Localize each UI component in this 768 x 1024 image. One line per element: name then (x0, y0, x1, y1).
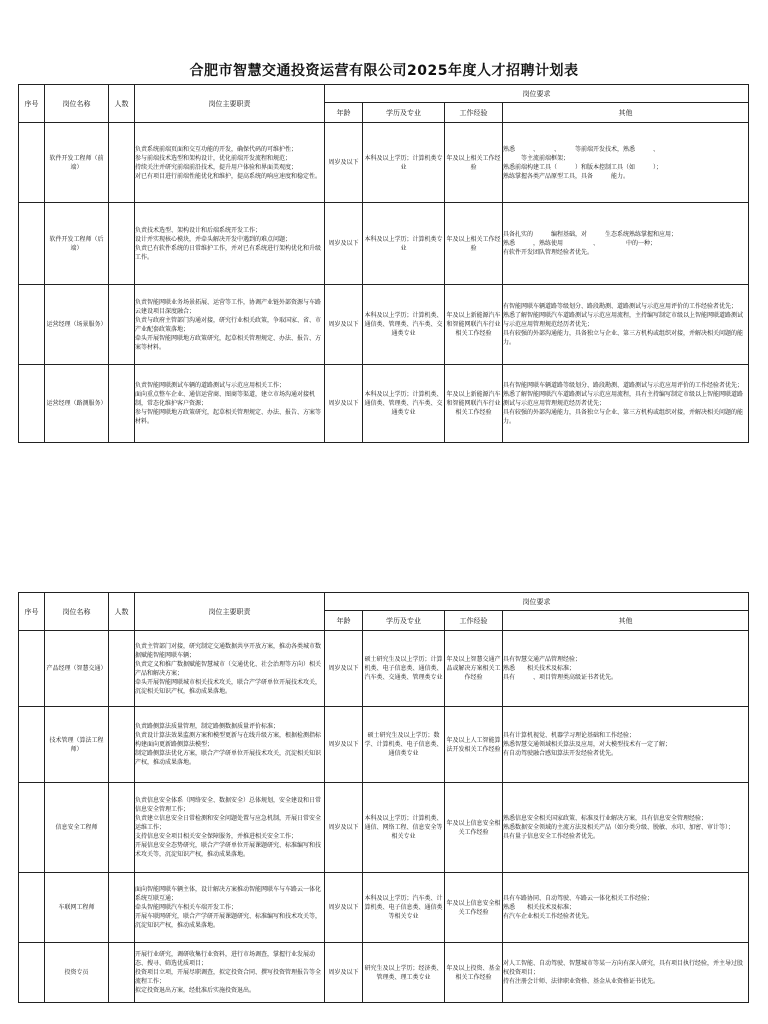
requirement-line: 熟悉了解智能网联汽车道路测试与示范应用流程，主持编写制定市级以上智能网联道路测试与示范应用管理规范经历者优先； (503, 312, 744, 328)
duty-line: 负责技术选型、架构设计和后端系统开发工作； (135, 226, 262, 234)
cell-experience: 年及以上信息安全相关工作经验 (445, 783, 503, 873)
requirement-line: 具有较强的外部沟通能力，具备独立与企业、第三方机构或组织对接，并解决相关问题的能力。 (503, 330, 744, 346)
duty-line: 开展车联网研究，联合产学研开展课题研究、标准编写和技术攻关等，沉淀知识产权，推动成果落地。 (135, 913, 322, 929)
requirement-line: 熟悉 相关技术及标准； (503, 665, 576, 672)
duty-line: 设计并实现核心模块，并牵头解决开发中遇到的难点问题； (135, 235, 292, 243)
cell-experience: 年及以上投资、基金相关工作经验 (445, 943, 503, 1003)
cell-other (503, 631, 749, 707)
requirement-line: 熟悉 ，熟练使用 、 中的一种； (503, 240, 657, 247)
header-experience: 工作经验 (445, 611, 503, 631)
cell-seq (19, 943, 45, 1003)
cell-seq (19, 123, 45, 203)
recruitment-table-2 (18, 592, 749, 1003)
cell-education: 本科及以上学历；计算机类、通信类、管理类、汽车类、交通类专业 (363, 365, 445, 443)
cell-age: 周岁及以下 (325, 707, 363, 783)
requirement-line: 持有注册会计师、法律职业资格、基金从业资格证书优先。 (503, 978, 660, 985)
duty-line: 牵头智能网联汽车相关车端开发工作； (135, 904, 238, 911)
duty-line: 面向重点整车企业、通信运营商、图商等渠道，建立市场沟通对接机制，常态化维护客户资源； (135, 391, 316, 407)
cell-age: 周岁及以下 (325, 783, 363, 873)
cell-count (109, 123, 135, 203)
requirement-line: 有智能网联车辆道路等级划分、路段勘测、道路测试与示范应用评价的工作经验者优先； (503, 303, 738, 310)
cell-education: 硕士研究生及以上学历；数学、计算机类、电子信息类、通信类专业 (363, 707, 445, 783)
duty-line: 负责主管部门对接，研究制定交通数据共享开放方案，推动各类城市数据赋能智能网联车辆； (135, 642, 322, 659)
header-education: 学历及专业 (363, 103, 445, 123)
cell-other (503, 943, 749, 1003)
duty-line: 对已有项目进行前端性能优化和维护，提高系统的响应速度和稳定性。 (135, 172, 322, 180)
cell-other (503, 285, 749, 365)
table-row (19, 631, 749, 707)
cell-count (109, 943, 135, 1003)
requirement-line: 具有 、项目管理类高级证书者优先。 (503, 674, 618, 681)
duty-line: 负责设计算法效果监测方案和模型更新与在线升级方案，根据检测指标构建面向更新路侧算法模型； (135, 732, 322, 748)
duty-line: 负责定义和推广数据赋能智慧城市（交通优化、社会治理等方向）相关产品和解决方案； (135, 660, 322, 677)
cell-other (503, 707, 749, 783)
header-requirements: 岗位要求 (325, 593, 749, 611)
duty-line: 持续关注并研究前端前沿技术，提升用户体验和界面美观度； (135, 163, 298, 171)
requirement-line: 熟悉智慧交通领域相关算法及应用，对大模型技术有一定了解； (503, 741, 672, 748)
duty-line: 负责与政府主管部门沟通对接，研究行业相关政策，争取国家、省、市产业配套政策落地； (135, 316, 322, 333)
cell-age: 周岁及以下 (325, 123, 363, 203)
cell-other (503, 123, 749, 203)
duty-line: 负责已有软件系统的日常维护工作，并对已有系统进行架构优化和升级工作。 (135, 244, 322, 261)
duty-line: 面向智能网联车辆主体，设计解决方案推动智能网联车与车路云一体化系统互联互通； (135, 886, 322, 902)
header-age: 年龄 (325, 103, 363, 123)
cell-position: 软件开发工程师（后端） (45, 203, 109, 285)
cell-experience: 年及以上相关工作经验 (445, 203, 503, 285)
cell-seq (19, 783, 45, 873)
requirement-line: 熟悉了解智能网联汽车道路测试与示范应用流程，具有主持编写制定市级以上智能网联道路测试与示范应用管理规范经历者优先； (503, 391, 744, 407)
requirement-line: 熟悉数据安全领域的主流方法及相关产品（如分类分级、脱敏、水印、加密、审计等）； (503, 824, 735, 831)
cell-experience: 年及以上信息安全相关工作经验 (445, 873, 503, 943)
header-duties: 岗位主要职责 (135, 85, 325, 123)
requirement-line: 具有量子信息安全工作经验者优先。 (503, 833, 600, 840)
duty-line: 牵头开展智能网联城市相关技术攻关，联合产学研单位开展技术攻关，沉淀相关知识产权，推动成果落地。 (135, 678, 322, 695)
cell-seq (19, 203, 45, 285)
cell-age: 周岁及以下 (325, 943, 363, 1003)
cell-experience: 年及以上相关工作经验 (445, 123, 503, 203)
cell-age: 周岁及以下 (325, 631, 363, 707)
cell-duties (135, 203, 325, 285)
requirement-line: 具有较强的外部沟通能力，具备独立与企业、第三方机构或组织对接，并解决相关问题的能力。 (503, 409, 744, 425)
duty-line: 支持信息安全项目相关安全保障服务，并推进相关安全工作； (135, 833, 298, 840)
cell-duties (135, 365, 325, 443)
cell-education: 本科及以上学历；计算机类专业 (363, 203, 445, 285)
cell-age: 周岁及以下 (325, 365, 363, 443)
requirement-line: 熟悉 相关技术及标准； (503, 904, 576, 911)
cell-duties (135, 943, 325, 1003)
table-row (19, 783, 749, 873)
cell-position: 产品经理（智慧交通） (45, 631, 109, 707)
cell-education: 本科及以上学历；计算机类专业 (363, 123, 445, 203)
cell-age: 周岁及以下 (325, 285, 363, 365)
header-position: 岗位名称 (45, 85, 109, 123)
cell-position: 软件开发工程师（前端） (45, 123, 109, 203)
cell-experience: 年及以上新能源汽车和智能网联汽车行业相关工作经验 (445, 285, 503, 365)
duty-line: 开展行业研究，调研收集行业资料，进行市场调查，掌握行业发展动态、搜寻、筛选优质项目； (135, 951, 316, 967)
duty-line: 投资项目立项，开展尽职调查，拟定投资合同、撰写投资管理报告等全流程工作； (135, 969, 322, 985)
cell-education: 本科及以上学历；汽车类、计算机类、电子信息类、通信类等相关专业 (363, 873, 445, 943)
cell-seq (19, 365, 45, 443)
duty-line: 参与智能网联地方政策研究，起草相关管理规定、办法、报告、方案等材料。 (135, 409, 322, 425)
header-other: 其他 (503, 103, 749, 123)
duty-line: 牵头开展智能网联地方政策研究，起草相关管理规定、办法、报告、方案等材料。 (135, 334, 322, 351)
cell-education: 本科及以上学历；计算机类、通信类、管理类、汽车类、交通类专业 (363, 285, 445, 365)
cell-position: 技术管理（算法工程师） (45, 707, 109, 783)
table-row (19, 943, 749, 1003)
header-position: 岗位名称 (45, 593, 109, 631)
requirement-line: 有软件开发团队管理经验者优先。 (503, 249, 594, 256)
cell-count (109, 707, 135, 783)
cell-other (503, 365, 749, 443)
cell-seq (19, 873, 45, 943)
duty-line: 开展信息安全态势研究，联合产学研单位开展课题研究、标准编写和技术攻关等，沉淀知识产权，推动成果落地。 (135, 842, 322, 858)
table-row (19, 285, 749, 365)
header-seq: 序号 (19, 593, 45, 631)
cell-position: 信息安全工程师 (45, 783, 109, 873)
header-requirements: 岗位要求 (325, 85, 749, 103)
cell-count (109, 203, 135, 285)
header-experience: 工作经验 (445, 103, 503, 123)
cell-seq (19, 707, 45, 783)
requirement-line: 熟练掌握各类产品原型工具，具备 能力。 (503, 172, 630, 180)
requirement-line: 熟悉前端构建工具（ ）和版本控制工具（如 ）； (503, 163, 663, 171)
duty-line: 制定路侧算法优化方案，联合产学研单位开展技术攻关，沉淀相关知识产权，推动成果落地。 (135, 750, 322, 766)
requirement-line: 具有智慧交通产品管理经验； (503, 656, 582, 663)
requirement-line: 对人工智能、自动驾驶、智慧城市等某一方向有深入研究，具有项目执行经验，并主导过股权投资项目； (503, 960, 744, 976)
duty-line: 负责智能网联测试车辆的道路测试与示范应用相关工作； (135, 382, 286, 389)
cell-count (109, 631, 135, 707)
requirement-line: 熟悉信息安全相关国家政策、标准及行业解决方案，具有信息安全管理经验； (503, 815, 708, 822)
cell-other (503, 783, 749, 873)
cell-duties (135, 783, 325, 873)
requirement-line: 等主流前端框架； (503, 154, 570, 162)
header-seq: 序号 (19, 85, 45, 123)
cell-duties (135, 707, 325, 783)
page-title: 合肥市智慧交通投资运营有限公司2025年度人才招聘计划表 (189, 63, 579, 79)
duty-line: 负责建立信息安全日常检测和安全问题处置与应急机制，开展日常安全运维工作； (135, 815, 322, 831)
header-age: 年龄 (325, 611, 363, 631)
cell-other (503, 873, 749, 943)
duty-line: 拟定投资退出方案，经批准后实施投资退出。 (135, 987, 256, 994)
cell-other (503, 203, 749, 285)
cell-duties (135, 123, 325, 203)
cell-education: 研究生及以上学历；经济类、管理类、理工类专业 (363, 943, 445, 1003)
cell-position: 运营经理（场景服务） (45, 285, 109, 365)
cell-position: 车联网工程师 (45, 873, 109, 943)
cell-experience: 年及以上人工智能算法开发相关工作经验 (445, 707, 503, 783)
cell-experience: 年及以上智慧交通产品或解决方案相关工作经验 (445, 631, 503, 707)
cell-age: 周岁及以下 (325, 873, 363, 943)
cell-position: 投资专员 (45, 943, 109, 1003)
cell-seq (19, 285, 45, 365)
table-row (19, 365, 749, 443)
recruitment-table-1 (18, 84, 749, 443)
duty-line: 负责信息安全体系（网络安全、数据安全）总体规划，安全建设和日常信息安全管理工作； (135, 797, 322, 813)
header-count: 人数 (109, 85, 135, 123)
cell-education: 硕士研究生及以上学历；计算机类、电子信息类、通信类、汽车类、交通类、管理类专业 (363, 631, 445, 707)
requirement-line: 具有车路协同、自动驾驶、车路云一体化相关工作经验； (503, 895, 654, 902)
duty-line: 负责路侧算法质量管理，制定路侧数据质量评价标准； (135, 723, 280, 730)
requirement-line: 有自动驾驶融合感知算法开发经验者优先。 (503, 750, 618, 757)
cell-duties (135, 873, 325, 943)
cell-count (109, 873, 135, 943)
cell-age: 周岁及以下 (325, 203, 363, 285)
cell-count (109, 783, 135, 873)
table-row (19, 707, 749, 783)
header-duties: 岗位主要职责 (135, 593, 325, 631)
table-row (19, 123, 749, 203)
duty-line: 负责系统前端页面和交互功能的开发，确保代码的可维护性； (135, 145, 298, 153)
table-row (19, 873, 749, 943)
duty-line: 负责智能网联业务场景拓展、运营等工作，协调产业链外部资源与车路云建设项目深度融合； (135, 298, 322, 315)
requirement-line: 具有计算机视觉、机器学习理论基础和工作经验； (503, 732, 636, 739)
cell-duties (135, 285, 325, 365)
cell-experience: 年及以上新能源汽车和智能网联汽车行业相关工作经验 (445, 365, 503, 443)
requirement-line: 具备扎实的 编程基础，对 生态系统熟练掌握和应用； (503, 231, 678, 238)
cell-education: 本科及以上学历；计算机类、通信、网络工程、信息安全等相关专业 (363, 783, 445, 873)
table-row (19, 203, 749, 285)
header-other: 其他 (503, 611, 749, 631)
cell-seq (19, 631, 45, 707)
cell-position: 运营经理（路测服务） (45, 365, 109, 443)
cell-count (109, 365, 135, 443)
requirement-line: 熟悉 、 、 等前端开发技术，熟悉 、 (503, 145, 660, 153)
header-count: 人数 (109, 593, 135, 631)
cell-duties (135, 631, 325, 707)
requirement-line: 有汽车企业相关工作经验者优先。 (503, 913, 594, 920)
requirement-line: 具有智能网联车辆道路等级划分、路段勘测、道路测试与示范应用评价的工作经验者优先； (503, 382, 744, 389)
duty-line: 参与前端技术选型和架构设计，优化前端开发流程和规范； (135, 154, 292, 162)
header-education: 学历及专业 (363, 611, 445, 631)
cell-count (109, 285, 135, 365)
